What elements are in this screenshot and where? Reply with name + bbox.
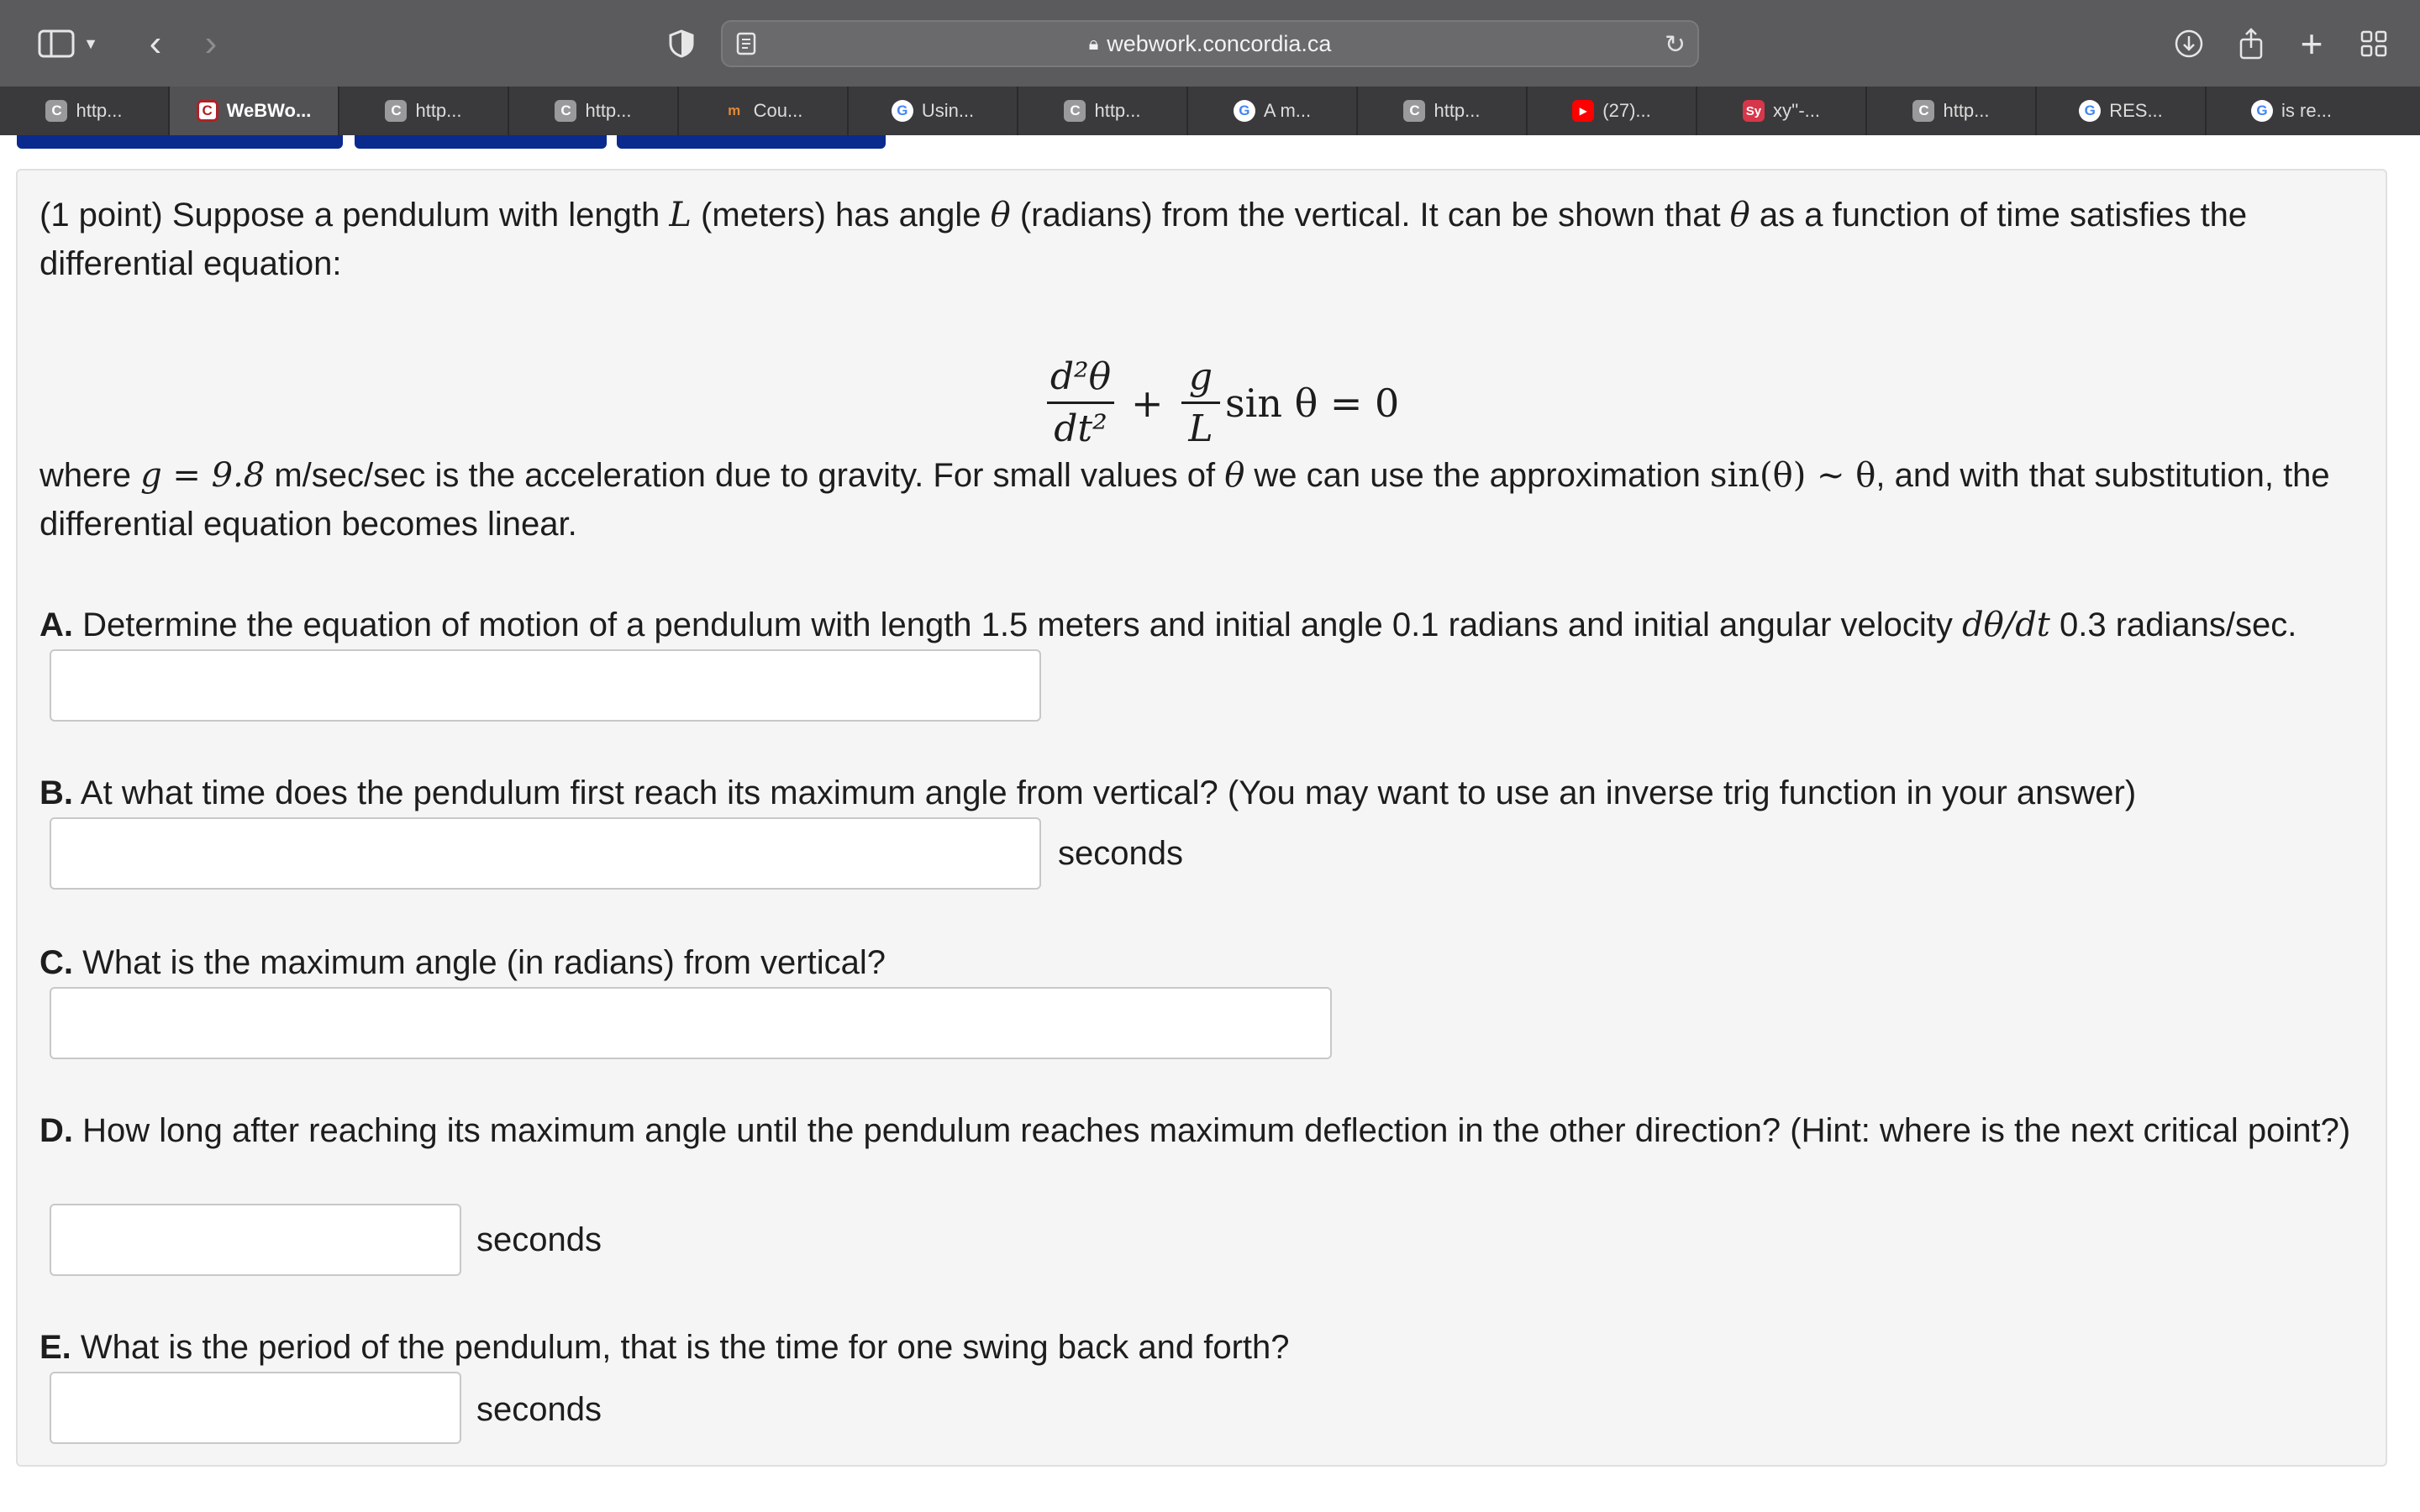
tab-label: http... [1943, 100, 1990, 121]
part-e-label: E. [39, 1329, 71, 1366]
tab-favicon-icon: G [2079, 100, 2101, 122]
share-icon [2238, 28, 2265, 60]
tab-8[interactable] [1188, 87, 1358, 135]
tab-label: RES... [2109, 100, 2163, 121]
tab-favicon-icon: G [2251, 100, 2273, 122]
where-text: where [39, 457, 141, 494]
part-a-text: 0.3 radians/sec. [2049, 606, 2297, 643]
where-text: , and with that substitution, the differential equation becomes linear. [39, 457, 2330, 543]
share-button[interactable] [2230, 20, 2272, 67]
tab-5[interactable] [679, 87, 849, 135]
intro-text: (1 point) Suppose a pendulum with length [39, 197, 670, 234]
new-tab-button[interactable] [2291, 20, 2333, 67]
math-approximation: sin(θ) ~ θ [1709, 456, 1876, 495]
part-c-label: C. [39, 944, 73, 981]
tab-favicon-icon: C [385, 100, 407, 122]
tab-favicon-icon: C [1403, 100, 1425, 122]
part-d-unit: seconds [476, 1221, 602, 1258]
plus-icon: + [2300, 22, 2323, 66]
tab-3[interactable] [339, 87, 509, 135]
tab-1[interactable] [0, 87, 170, 135]
tab-label: A m... [1263, 100, 1312, 121]
part-b-label: B. [39, 774, 73, 811]
tab-12[interactable] [1867, 87, 2037, 135]
tab-label: http... [76, 100, 123, 121]
tab-6[interactable] [849, 87, 1018, 135]
tab-label: http... [1094, 100, 1141, 121]
tab-label: http... [1434, 100, 1481, 121]
part-e-text: What is the period of the pendulum, that is the time for one swing back and forth? [71, 1329, 1290, 1366]
part-d-question [39, 1106, 2359, 1155]
problem-intro [39, 191, 2359, 288]
url-text: webwork.concordia.ca [1107, 30, 1332, 56]
reader-icon[interactable] [731, 29, 761, 59]
tab-4[interactable] [509, 87, 679, 135]
intro-text: (radians) from the vertical. It can be shown that [1010, 197, 1730, 234]
tab-2-webwork[interactable] [170, 87, 339, 135]
tab-favicon-icon: ▶ [1572, 100, 1594, 122]
part-a-answer-input[interactable] [50, 649, 1041, 722]
eq-numerator: d²θ [1050, 355, 1112, 398]
tab-favicon-icon: C [1064, 100, 1086, 122]
eq-numerator: g [1188, 355, 1213, 398]
where-text: m/sec/sec is the acceleration due to gravity. For small values of [265, 457, 1225, 494]
math-theta: θ [990, 196, 1011, 234]
math-theta: θ [1224, 456, 1245, 495]
download-icon [2174, 29, 2204, 59]
tab-favicon-icon: C [555, 100, 576, 122]
fraction-g-over-L [1181, 355, 1220, 450]
tab-favicon-icon: G [1234, 100, 1255, 122]
grid-icon [2360, 30, 2387, 57]
part-b-text: At what time does the pendulum first reach its maximum angle from vertical? (You may want to use an inverse trig function in your answer) [73, 774, 2137, 811]
sidebar-icon [38, 29, 75, 58]
tab-label: WeBWo... [226, 100, 312, 121]
chevron-down-icon: ▼ [83, 34, 98, 52]
nav-button-stub[interactable] [617, 135, 886, 149]
where-text: we can use the approximation [1244, 457, 1710, 494]
problem-where [39, 451, 2359, 549]
tab-label: Cou... [753, 100, 803, 121]
problem-box [16, 169, 2387, 1467]
tab-11[interactable] [1697, 87, 1867, 135]
tab-favicon-icon: G [892, 100, 913, 122]
chevron-right-icon: › [204, 23, 218, 64]
chevron-left-icon: ‹ [149, 23, 162, 64]
tab-label: is re... [2281, 100, 2332, 121]
part-b-question [39, 769, 2359, 817]
tab-bar [0, 87, 2420, 135]
part-b-answer-input[interactable] [50, 817, 1041, 890]
fraction-bar [1181, 402, 1220, 404]
part-e-answer-input[interactable] [50, 1372, 461, 1444]
tab-label: xy''-... [1772, 100, 1821, 121]
tab-label: http... [585, 100, 632, 121]
math-dtheta-dt: dθ/dt [1962, 606, 2050, 644]
address-bar[interactable] [721, 20, 1699, 67]
part-d-text: How long after reaching its maximum angle until the pendulum reaches maximum deflection in the other direction? (Hint: where is the next critical point?) [73, 1112, 2351, 1149]
tab-overview-button[interactable] [2353, 20, 2395, 67]
nav-button-stub[interactable] [355, 135, 607, 149]
eq-denominator: L [1188, 407, 1213, 450]
intro-text: as a function of time satisfies the differential equation: [39, 197, 2248, 282]
downloads-button[interactable] [2168, 20, 2210, 67]
tab-10[interactable] [1528, 87, 1697, 135]
tab-13[interactable] [2037, 87, 2207, 135]
part-d-answer-input[interactable] [50, 1204, 461, 1276]
shield-icon [669, 29, 694, 58]
tab-label: http... [415, 100, 462, 121]
tab-favicon-icon: m [728, 102, 741, 118]
lock-icon: 🔒︎ [1088, 33, 1099, 54]
part-a-label: A. [39, 606, 73, 643]
part-c-question [39, 938, 2359, 987]
tab-9[interactable] [1358, 87, 1528, 135]
part-c-text: What is the maximum angle (in radians) from vertical? [73, 944, 886, 981]
math-L: L [669, 196, 692, 234]
back-button[interactable] [134, 20, 176, 67]
tab-14[interactable] [2207, 87, 2376, 135]
part-e-unit: seconds [476, 1391, 602, 1428]
tab-favicon-icon: C [197, 100, 218, 122]
fraction-d2theta-dt2 [1047, 355, 1114, 450]
webwork-page [0, 135, 2420, 1512]
tab-favicon-icon: C [45, 100, 67, 122]
fraction-bar [1047, 402, 1114, 404]
part-a-question [39, 601, 2359, 649]
eq-plus: + [1131, 381, 1164, 426]
eq-sin-theta: sin θ = 0 [1225, 381, 1400, 426]
privacy-shield-button[interactable] [660, 20, 702, 67]
tab-favicon-icon: C [1912, 100, 1934, 122]
intro-text: (meters) has angle [691, 197, 991, 234]
sidebar-toggle-button[interactable] [30, 20, 106, 67]
part-d-label: D. [39, 1112, 73, 1149]
part-e-question [39, 1323, 2359, 1372]
math-theta: θ [1729, 196, 1750, 234]
tab-7[interactable] [1018, 87, 1188, 135]
tab-favicon-icon: Sy [1743, 100, 1765, 122]
nav-button-stub[interactable] [17, 135, 343, 149]
part-b-unit: seconds [1058, 835, 1183, 872]
browser-toolbar [0, 0, 2420, 87]
part-c-answer-input[interactable] [50, 987, 1332, 1059]
tab-label: Usin... [921, 100, 975, 121]
tab-label: (27)... [1602, 100, 1651, 121]
eq-denominator: dt² [1054, 407, 1107, 450]
forward-button[interactable] [190, 20, 232, 67]
reload-icon[interactable]: ↻ [1664, 31, 1686, 59]
part-a-text: Determine the equation of motion of a pendulum with length 1.5 meters and initial angle 0.1 radians and initial angular velocity [73, 606, 1963, 643]
math-g-value: g = 9.8 [140, 456, 266, 495]
